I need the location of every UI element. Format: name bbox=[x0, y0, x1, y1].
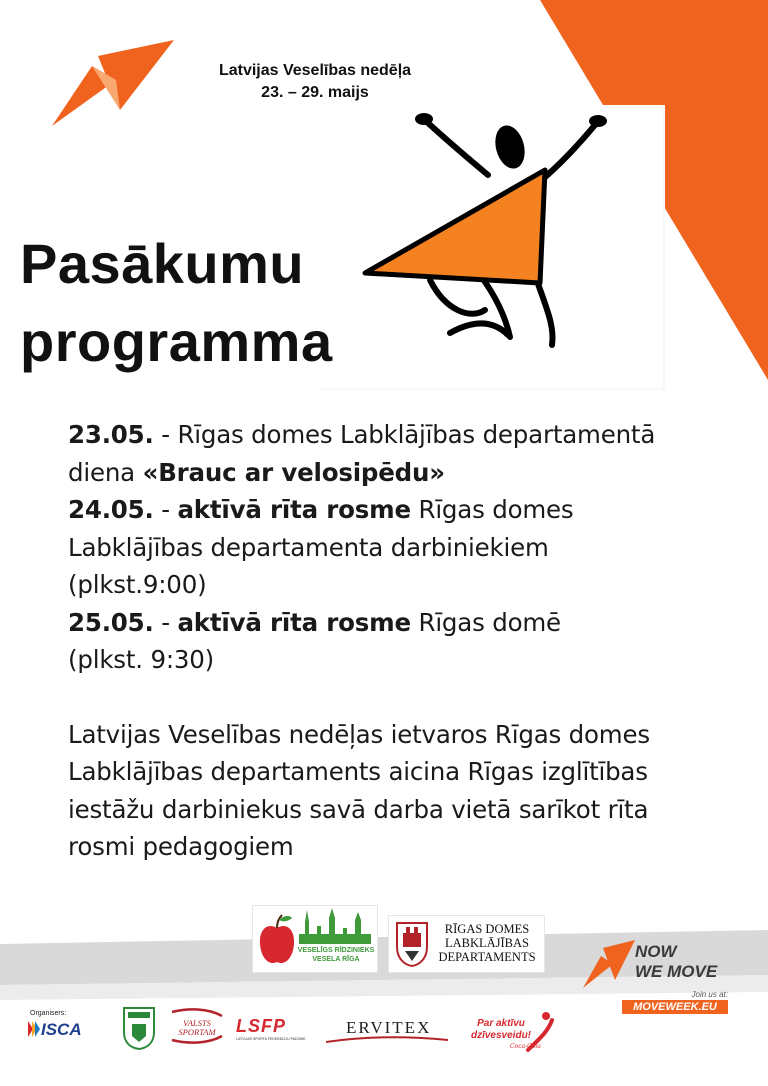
rigas-line-2: LABKLĀJĪBAS bbox=[444, 936, 530, 950]
program-note: Latvijas Veselības nedēļas ietvaros Rīgas domes Labklājības departaments aicina Rīgas izglītības iestāžu darbiniekus savā darba vietā sarīkot rīta rosmi pedagogiem bbox=[68, 719, 650, 861]
lsfp-subtitle: LATVIJAS SPORTA FEDERĀCIJU PADOME bbox=[236, 1037, 306, 1041]
join-us-text: Join us at: bbox=[691, 990, 728, 999]
now-we-move-logo-icon bbox=[583, 938, 635, 990]
item-separator: - bbox=[153, 495, 178, 524]
lsfp-shield-icon bbox=[122, 1006, 156, 1050]
riga-skyline-icon bbox=[297, 908, 373, 944]
valsts-sportam-logo bbox=[168, 1006, 224, 1046]
isca-text: ISCA bbox=[41, 1020, 82, 1039]
lsfp-text: LSFP bbox=[236, 1016, 287, 1036]
riga-coat-of-arms-icon bbox=[395, 921, 429, 967]
item-date: 24.05. bbox=[68, 495, 154, 524]
item-date: 23.05. bbox=[68, 420, 154, 449]
title-line-1: Pasākumu bbox=[20, 232, 305, 295]
isca-logo bbox=[28, 1018, 100, 1042]
item-date: 25.05. bbox=[68, 607, 154, 637]
page-title bbox=[20, 225, 333, 381]
item-text: Rīgas domē bbox=[410, 607, 561, 637]
veseligs-line-1: VESELĪGS RĪDZINIEKS bbox=[297, 947, 375, 954]
apple-icon bbox=[257, 912, 297, 968]
ervitex-logo bbox=[326, 1016, 448, 1046]
item-text: Rīgas domes Labklājības departamentā diena bbox=[68, 420, 656, 487]
item-separator: - bbox=[153, 420, 178, 449]
moveweek-url[interactable]: MOVEWEEK.EU bbox=[622, 1000, 728, 1014]
rigas-line-1: RĪGAS DOMES bbox=[444, 922, 530, 936]
now-we-move-text bbox=[635, 942, 717, 982]
veseligs-text bbox=[297, 946, 375, 964]
program-item bbox=[68, 491, 668, 604]
lsfp-logo bbox=[236, 1016, 312, 1046]
program-item bbox=[68, 416, 668, 491]
aktivu-line-1: Par aktīvu bbox=[477, 1018, 525, 1029]
isca-mark-icon bbox=[28, 1021, 40, 1037]
item-time: (plkst.9:00) bbox=[68, 570, 207, 599]
event-header bbox=[165, 60, 465, 104]
valsts-sportam-text: VALSTS SPORTAM bbox=[178, 1018, 216, 1037]
item-separator: - bbox=[153, 607, 178, 637]
coca-cola-text: Coca-Cola bbox=[510, 1043, 541, 1050]
item-time: (plkst. 9:30) bbox=[68, 645, 215, 674]
program-section bbox=[68, 416, 668, 866]
jumping-figure-illustration bbox=[320, 105, 665, 390]
veseligs-line-2: VESELA RĪGA bbox=[312, 956, 360, 963]
health-week-logo-icon bbox=[52, 40, 177, 130]
item-highlight: «Brauc ar velosipēdu» bbox=[142, 457, 445, 487]
rigas-domes-text bbox=[433, 922, 541, 964]
veseligs-ridzinieks-logo bbox=[252, 905, 378, 973]
rigas-line-3: DEPARTAMENTS bbox=[438, 950, 536, 964]
event-name: Latvijas Veselības nedēļa bbox=[218, 62, 412, 79]
aktivu-line-2: dzīvesveidu! bbox=[470, 1030, 532, 1041]
organisers-label: Organisers: bbox=[30, 1010, 67, 1017]
par-aktivu-text bbox=[470, 1018, 532, 1042]
item-highlight: aktīvā rīta rosme bbox=[177, 607, 411, 637]
title-line-2: programma bbox=[20, 310, 333, 373]
rigas-domes-logo bbox=[388, 915, 545, 973]
item-highlight: aktīvā rīta rosme bbox=[177, 495, 411, 524]
program-item bbox=[68, 604, 668, 679]
item-text: Rīgas domes Labklājības departamenta darbiniekiem bbox=[68, 495, 574, 562]
now-text: NOW bbox=[635, 942, 677, 961]
ervitex-text: ERVITEX bbox=[346, 1018, 432, 1037]
par-aktivu-logo bbox=[470, 1010, 560, 1056]
event-dates: 23. – 29. maijs bbox=[261, 84, 369, 101]
we-move-text: WE MOVE bbox=[635, 962, 718, 981]
